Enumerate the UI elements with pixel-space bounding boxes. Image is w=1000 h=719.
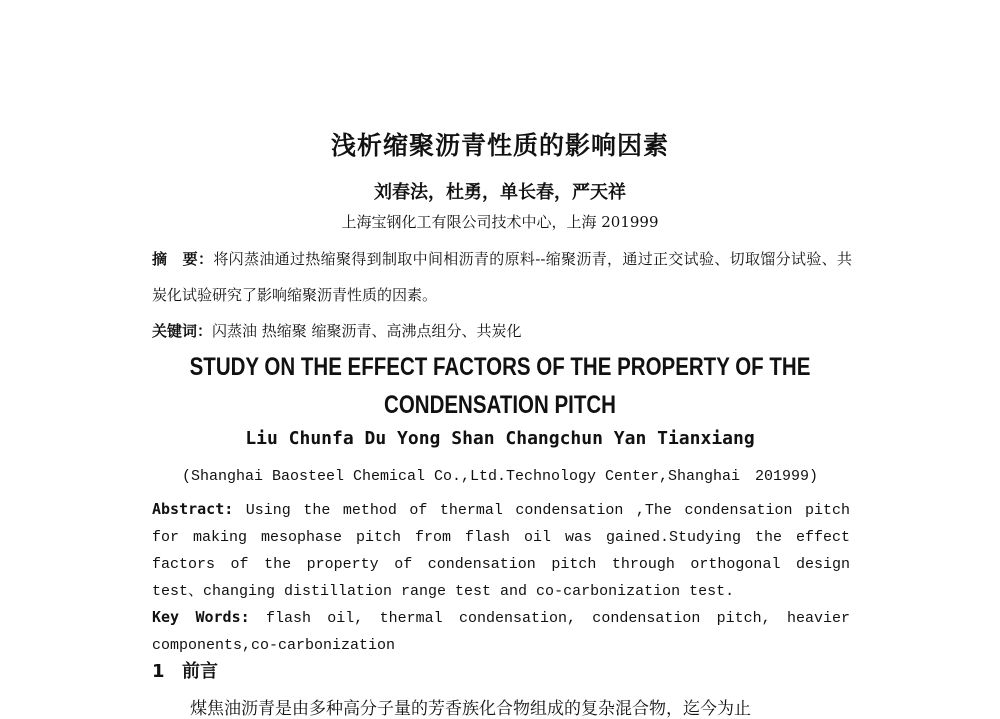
section-heading xyxy=(152,657,218,683)
chinese-abstract-label: 摘 要： xyxy=(152,250,214,268)
english-title-line-1: STUDY ON THE EFFECT FACTORS OF THE PROPERTY OF THE xyxy=(189,353,811,381)
chinese-affiliation: 上海宝钢化工有限公司技术中心，上海 201999 xyxy=(341,213,659,231)
section-title: 前言 xyxy=(182,661,218,682)
chinese-authors: 刘春法，杜勇，单长春，严天祥 xyxy=(374,182,626,203)
english-keywords-text: flash oil, thermal condensation, condensation pitch, heavier components,co-carbonization xyxy=(152,610,850,654)
chinese-keywords xyxy=(152,313,852,349)
english-authors: Liu Chunfa Du Yong Shan Changchun Yan Tianxiang xyxy=(245,428,755,449)
english-abstract xyxy=(152,496,850,605)
english-keywords xyxy=(152,604,850,659)
english-affiliation: (Shanghai Baosteel Chemical Co.,Ltd.Technology Center,Shanghai 201999) xyxy=(181,468,819,485)
chinese-abstract xyxy=(152,241,852,313)
english-title-line-2: CONDENSATION PITCH xyxy=(384,391,616,419)
english-abstract-text: Using the method of thermal condensation ,The condensation pitch for making mesophase pitch from flash oil was gained.Studying the effect factors of the property of condensation pitch through orthogonal design test、changing distillation range test and co-carbonization test. xyxy=(152,502,850,600)
chinese-keywords-text: 闪蒸油 热缩聚 缩聚沥青、高沸点组分、共炭化 xyxy=(212,322,522,340)
chinese-keywords-label: 关键词： xyxy=(152,322,213,340)
english-keywords-label: Key Words: xyxy=(152,608,250,626)
body-text-first-line: 煤焦油沥青是由多种高分子量的芳香族化合物组成的复杂混合物，迄今为止 xyxy=(190,699,751,719)
section-number: 1 xyxy=(152,661,165,682)
english-title xyxy=(90,348,910,424)
english-abstract-label: Abstract: xyxy=(152,500,234,518)
chinese-abstract-text: 将闪蒸油通过热缩聚得到制取中间相沥青的原料--缩聚沥青，通过正交试验、切取馏分试验、共炭化试验研究了影响缩聚沥青性质的因素。 xyxy=(152,250,852,304)
chinese-title: 浅析缩聚沥青性质的影响因素 xyxy=(330,131,669,160)
